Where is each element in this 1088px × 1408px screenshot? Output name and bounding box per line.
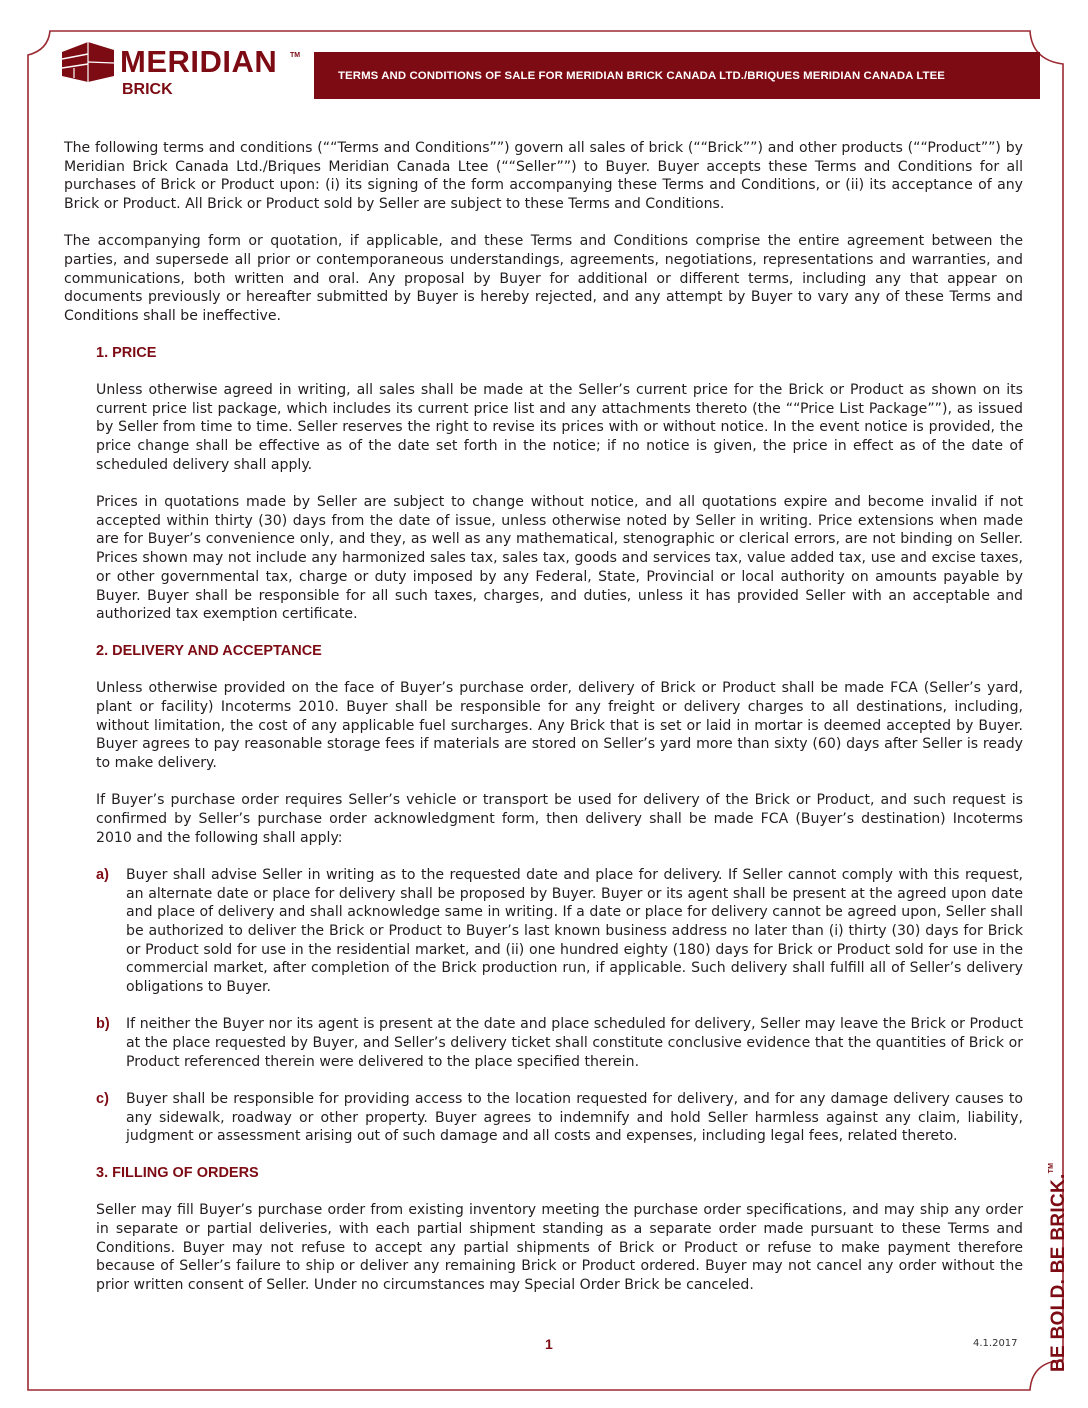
section-heading-filling-orders: 3. FILLING OF ORDERS <box>96 1165 259 1182</box>
delivery-paragraph-1: Unless otherwise provided on the face of Buyer’s purchase order, delivery of Brick or Product shall be made FCA (Seller’s yard, plant or facility) Incoterms 2010. Buyer shall be responsible for any freight or delivery charges to all destinations, including, without limitation, the cost of any applicable fuel surcharges. Any Brick that is set or laid in mortar is deemed accepted by Buyer. Buyer agrees to pay reasonable storage fees if materials are stored on Seller’s yard more than sixty (60) days after Seller is ready to make delivery. <box>96 680 1023 771</box>
intro-paragraph-2: The accompanying form or quotation, if applicable, and these Terms and Conditions comprise the entire agreement between the parties, and supersede all prior or contemporaneous understandings, agreements, negotiations, representations and warranties, and communications, both written and oral. Any proposal by Buyer for additional or different terms, including any that appear on documents previously or hereafter submitted by Buyer is hereby rejected, and any attempt by Buyer to vary any of these Terms and Conditions shall be ineffective. <box>64 233 1023 325</box>
delivery-paragraph-2: If Buyer’s purchase order requires Seller’s vehicle or transport be used for delivery of the Brick or Product, and such request is confirmed by Seller’s purchase order acknowledgment form, then delivery shall be made FCA (Buyer’s destination) Incoterms 2010 and the following shall apply: <box>96 792 1023 846</box>
delivery-item-a <box>96 866 1023 997</box>
item-text: If neither the Buyer nor its agent is present at the date and place scheduled for delivery, Seller may leave the Brick or Product at the place requested by Buyer, and Seller’s delivery ticket shall constitute conclusive evidence that the quantities of Brick or Product referenced therein were delivered to the place specified therein. <box>126 1016 1023 1070</box>
brand-tagline <box>1048 1163 1070 1372</box>
section-heading-price: 1. PRICE <box>96 345 157 362</box>
brick-stack-icon <box>62 42 114 84</box>
revision-date: 4.1.2017 <box>973 1338 1018 1349</box>
section-heading-delivery: 2. DELIVERY AND ACCEPTANCE <box>96 643 322 660</box>
tagline-trademark: TM <box>1048 1162 1055 1174</box>
price-paragraph-2: Prices in quotations made by Seller are subject to change without notice, and all quotations expire and become invalid if not accepted within thirty (30) days from the date of issue, unless otherwise noted by Seller in writing. Price extensions when made are for Buyer’s convenience only, and they, as well as any mathematical, stenographic or clerical errors, are not binding on Seller. Prices shown may not include any harmonized sales tax, sales tax, goods and services tax, value added tax, use and excise taxes, or other governmental tax, charge or duty imposed by any Federal, State, Provincial or local authority on amounts payable by Buyer. Buyer shall be responsible for all such taxes, charges, and duties, unless it has provided Seller with an acceptable and authorized tax exemption certificate. <box>96 494 1023 623</box>
item-label: b) <box>96 1016 110 1033</box>
logo-wordmark: MERIDIAN <box>120 44 278 79</box>
logo-trademark: TM <box>290 52 301 59</box>
item-label: c) <box>96 1090 109 1107</box>
intro-paragraph-1: The following terms and conditions (““Terms and Conditions””) govern all sales of brick (““Brick””) and other products (““Product””) by Meridian Brick Canada Ltd./Briques Meridian Canada Ltee (““Seller””) to Buyer. Buyer accepts these Terms and Conditions for all purchases of Brick or Product upon: (i) its signing of the form accompanying these Terms and Conditions, or (ii) its acceptance of any Brick or Product. All Brick or Product sold by Seller are subject to these Terms and Conditions. <box>64 140 1023 213</box>
price-paragraph-1: Unless otherwise agreed in writing, all sales shall be made at the Seller’s current price for the Brick or Product as shown on its current price list package, which includes its current price list and any attachments thereto (the ““Price List Package””), as issued by Seller from time to time. Seller reserves the right to revise its prices with or without notice. In the event notice is provided, the price change shall be effective as of the date set forth in the notice; if no notice is given, the price in effect as of the date of scheduled delivery shall apply. <box>96 382 1023 473</box>
document-body <box>64 139 1023 1313</box>
logo-subtitle: BRICK <box>122 81 173 98</box>
item-text: Buyer shall advise Seller in writing as to the requested date and place for delivery. If Seller cannot comply with this request, an alternate date or place for delivery shall be proposed by Buyer. Buyer or its agent shall be present at the agreed upon date and place of delivery and shall acknowledge same in writing. If a date or place for delivery cannot be agreed upon, Seller shall be authorized to deliver the Brick or Product to Buyer’s last known business address no later than (i) thirty (30) days for Brick or Product sold for use in the residential market, and (ii) one hundred eighty (180) days for Brick or Product sold for use in the commercial market, after completion of the Brick production run, if applicable. Such delivery shall fulfill all of Seller’s delivery obligations to Buyer. <box>126 866 1023 996</box>
item-label: a) <box>96 866 109 883</box>
tagline-text: BE BOLD. BE BRICK. <box>1048 1173 1069 1372</box>
delivery-item-c <box>96 1090 1023 1146</box>
page-number: 1 <box>545 1336 553 1352</box>
document-title-banner <box>314 52 1040 99</box>
item-text: Buyer shall be responsible for providing access to the location requested for delivery, and for any damage delivery causes to any sidewalk, roadway or other property. Buyer agrees to indemnify and hold Seller harmless against any claim, liability, judgment or assessment arising out of such damage and all costs and expenses, including legal fees, related thereto. <box>126 1090 1023 1145</box>
document-title: TERMS AND CONDITIONS OF SALE FOR MERIDIAN BRICK CANADA LTD./BRIQUES MERIDIAN CANADA LTEE <box>338 69 946 82</box>
filling-paragraph-1: Seller may fill Buyer’s purchase order from existing inventory meeting the purchase order specifications, and may ship any order in separate or partial deliveries, with each partial shipment standing as a separate order made pursuant to these Terms and Conditions. Buyer may not refuse to accept any partial shipments of Brick or Product or refuse to make payment therefore because of Seller’s failure to ship or deliver any remaining Brick or Product ordered. Buyer may not cancel any order without the prior written consent of Seller. Under no circumstances may Special Order Brick be canceled. <box>96 1202 1023 1293</box>
delivery-item-b <box>96 1015 1023 1071</box>
meridian-brick-logo <box>62 42 302 100</box>
